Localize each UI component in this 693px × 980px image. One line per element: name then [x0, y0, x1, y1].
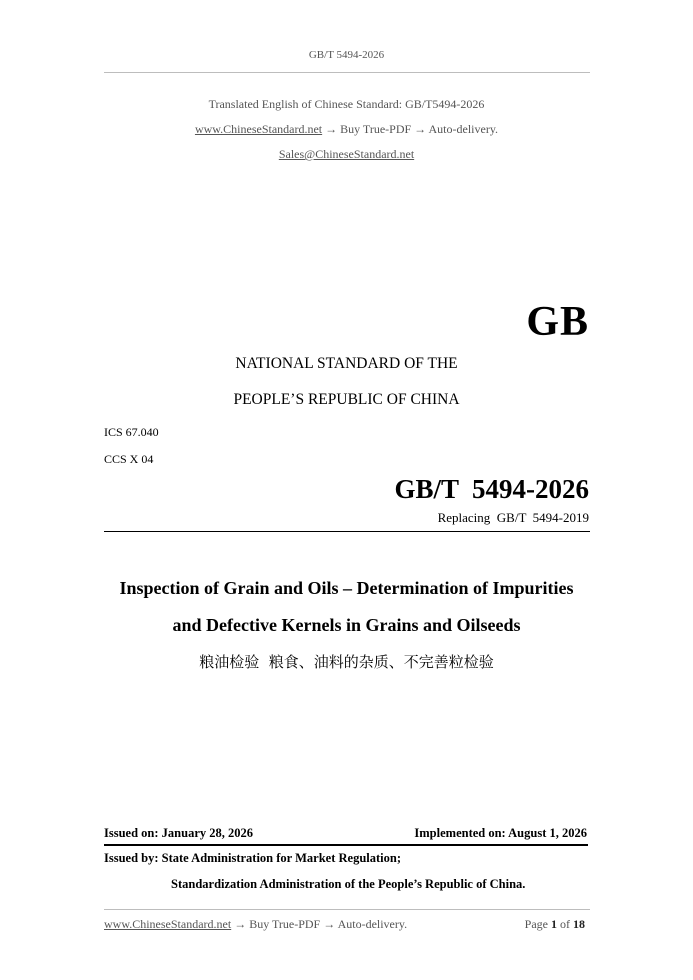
title-divider [104, 531, 590, 532]
page-total: 18 [573, 917, 585, 931]
header-standard-code: GB/T 5494-2026 [308, 49, 385, 61]
footer-purchase-text: → Buy True-PDF → Auto-delivery. [231, 917, 408, 931]
purchase-text: → Buy True-PDF → Auto-delivery. [322, 122, 499, 136]
header-divider [104, 72, 590, 73]
ccs-code: CCS X 04 [104, 452, 154, 466]
national-standard-line-1: NATIONAL STANDARD OF THE [235, 355, 458, 372]
page-of: of [560, 917, 570, 931]
page-current: 1 [551, 917, 557, 931]
translation-notice: Translated English of Chinese Standard: GB/T5494-2026 [208, 97, 485, 111]
issued-on-date: Issued on: January 28, 2026 [104, 826, 253, 840]
standard-number: GB/T 5494-2026 [394, 474, 589, 504]
gb-logo: GB [526, 299, 589, 345]
email-line [0, 147, 693, 162]
chinese-title: 粮油检验 粮食、油料的杂质、不完善粒检验 [199, 653, 494, 671]
purchase-line [0, 122, 693, 137]
ics-code: ICS 67.040 [104, 425, 159, 439]
issued-by-line-2: Standardization Administration of the People’s Republic of China. [171, 877, 526, 891]
website-link[interactable]: www.ChineseStandard.net [194, 122, 323, 136]
replacing-standard: Replacing GB/T 5494-2019 [437, 510, 589, 525]
footer-website-link[interactable]: www.ChineseStandard.net [104, 917, 232, 931]
footer-divider [104, 909, 590, 910]
issue-divider [104, 844, 588, 846]
implemented-on-date: Implemented on: August 1, 2026 [414, 826, 587, 840]
national-standard-line-2: PEOPLE’S REPUBLIC OF CHINA [233, 391, 460, 408]
page-indicator [525, 917, 585, 932]
document-title-line-1: Inspection of Grain and Oils – Determination of Impurities [119, 578, 574, 598]
page-label: Page [524, 917, 548, 931]
sales-email-link[interactable]: Sales@ChineseStandard.net [278, 147, 415, 161]
document-title-line-2: and Defective Kernels in Grains and Oilseeds [172, 615, 521, 635]
issued-by-line-1: Issued by: State Administration for Market Regulation; [104, 851, 401, 865]
footer-purchase-line [104, 917, 407, 932]
